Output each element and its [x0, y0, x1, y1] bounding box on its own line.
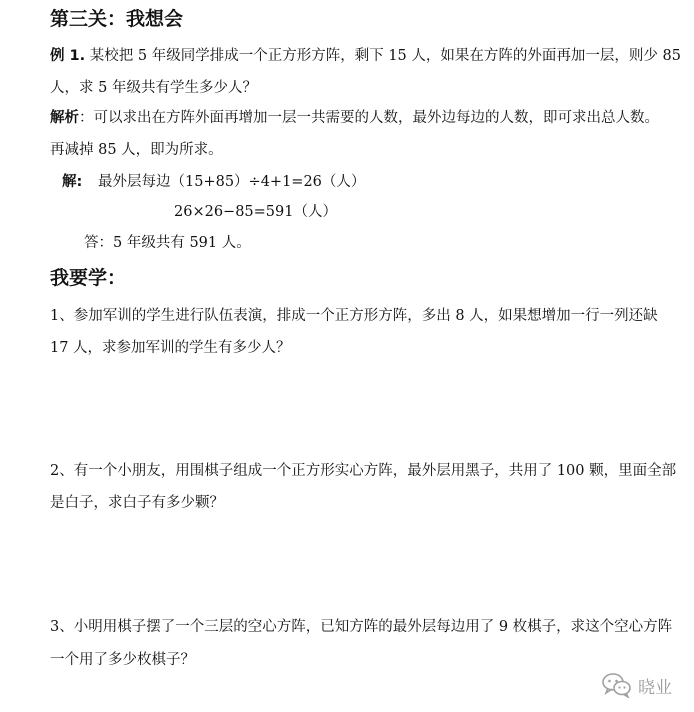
section-title-4: 我要学： [50, 267, 127, 289]
analysis-line-1 [50, 108, 659, 128]
problem-1-line-2: 17 人，求参加军训的学生有多少人？ [50, 340, 291, 356]
solution-step-2: 26×26−85=591（人） [174, 204, 337, 220]
example-text-1: 某校把 5 年级同学排成一个正方形方阵，剩下 15 人，如果在方阵的外面再加一层，则少 85 [85, 48, 681, 64]
analysis-label: 解析 [50, 110, 79, 126]
analysis-text-1: ：可以求出在方阵外面再增加一层一共需要的人数，最外边每边的人数，即可求出总人数。 [79, 110, 659, 126]
problem-3-line-2: 一个用了多少枚棋子？ [50, 652, 195, 668]
watermark-text: 晓业 [638, 677, 672, 698]
problem-2-line-1: 2、有一个小朋友，用围棋子组成一个正方形实心方阵，最外层用黑子，共用了 100 颗，里面全部 [50, 463, 677, 479]
solution-step-1: 最外层每边（15+85）÷4+1=26（人） [98, 174, 366, 190]
problem-3-line-1: 3、小明用棋子摆了一个三层的空心方阵，已知方阵的最外层每边用了 9 枚棋子，求这个空心方阵 [50, 619, 673, 635]
problem-2-line-2: 是白子，求白子有多少颗？ [50, 495, 224, 511]
analysis-line-2: 再减掉 85 人，即为所求。 [50, 142, 223, 158]
solution-label: 解: [62, 174, 83, 190]
example-line-1 [50, 46, 681, 66]
example-line-2: 人，求 5 年级共有学生多少人？ [50, 80, 257, 96]
wechat-icon [602, 672, 632, 698]
problem-1-line-1: 1、参加军训的学生进行队伍表演，排成一个正方形方阵，多出 8 人，如果想增加一行一列还缺 [50, 308, 658, 324]
section-title-3: 第三关：我想会 [50, 8, 184, 30]
example-label: 例 1. [50, 48, 86, 64]
solution-answer: 答：5 年级共有 591 人。 [84, 235, 251, 251]
watermark [602, 672, 672, 698]
